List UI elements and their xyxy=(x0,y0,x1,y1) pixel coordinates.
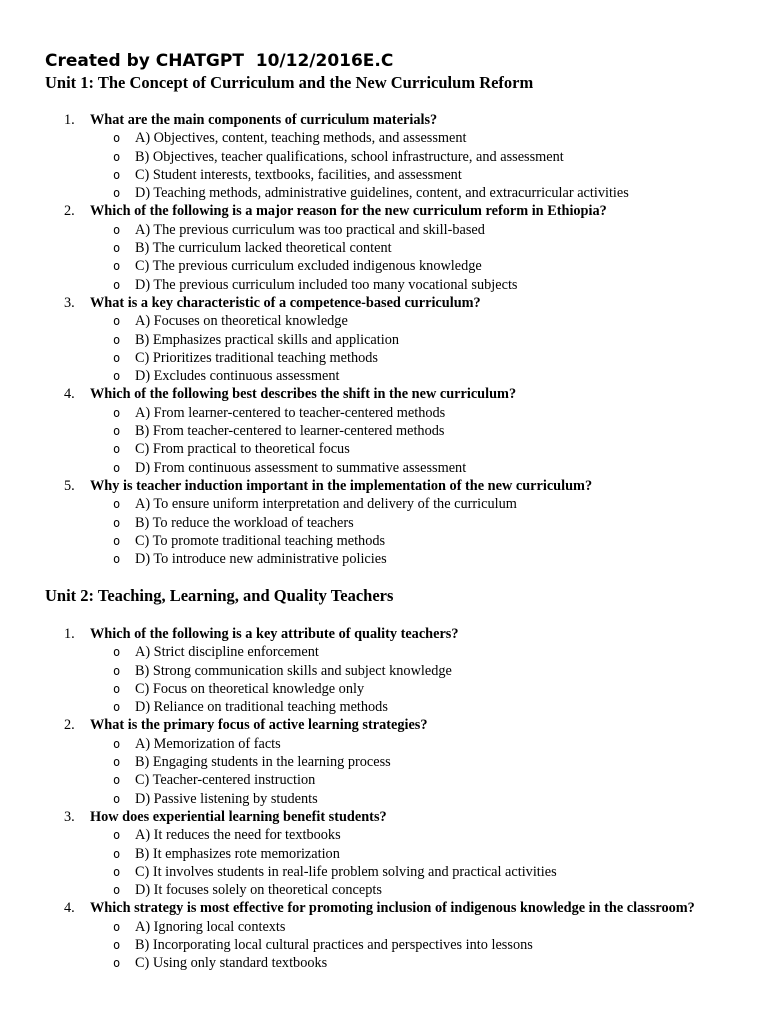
question-row xyxy=(0,716,768,734)
option-bullet-icon: o xyxy=(113,846,121,861)
question-row xyxy=(0,294,768,312)
option-bullet-icon: o xyxy=(113,681,121,696)
option-bullet-icon: o xyxy=(113,369,121,384)
option-bullet-icon: o xyxy=(113,663,121,678)
question-number: 3. xyxy=(64,294,75,311)
question-number: 5. xyxy=(64,477,75,494)
option-text: A) To ensure uniform interpretation and delivery of the curriculum xyxy=(135,496,517,513)
option-bullet-icon: o xyxy=(113,222,121,237)
answer-option xyxy=(0,771,768,789)
option-text: D) Passive listening by students xyxy=(135,790,318,807)
answer-option xyxy=(0,349,768,367)
option-text: B) The curriculum lacked theoretical content xyxy=(135,240,392,257)
option-text: B) From teacher-centered to learner-centered methods xyxy=(135,423,445,440)
question-text: What is a key characteristic of a competence-based curriculum? xyxy=(90,294,481,311)
answer-option xyxy=(0,495,768,513)
answer-option xyxy=(0,331,768,349)
question-number: 3. xyxy=(64,808,75,825)
option-bullet-icon: o xyxy=(113,864,121,879)
option-text: D) Teaching methods, administrative guidelines, content, and extracurricular activities xyxy=(135,185,629,202)
question-item xyxy=(0,202,768,293)
option-text: C) Focus on theoretical knowledge only xyxy=(135,680,365,697)
unit-1-heading: Unit 1: The Concept of Curriculum and the New Curriculum Reform xyxy=(45,73,534,92)
option-bullet-icon: o xyxy=(113,791,121,806)
answer-option xyxy=(0,662,768,680)
option-text: C) Teacher-centered instruction xyxy=(135,772,316,789)
answer-option xyxy=(0,753,768,771)
question-item xyxy=(0,385,768,476)
answer-option xyxy=(0,166,768,184)
question-text: Why is teacher induction important in the implementation of the new curriculum? xyxy=(90,477,593,494)
answer-option xyxy=(0,239,768,257)
answer-option xyxy=(0,698,768,716)
answer-option xyxy=(0,221,768,239)
option-bullet-icon: o xyxy=(113,424,121,439)
question-number: 1. xyxy=(64,112,75,128)
question-number: 4. xyxy=(64,900,75,917)
option-text: C) The previous curriculum excluded indigenous knowledge xyxy=(135,258,482,275)
answer-option xyxy=(0,680,768,698)
question-text: What are the main components of curriculum materials? xyxy=(90,112,438,128)
question-number: 2. xyxy=(64,717,75,734)
option-text: D) Excludes continuous assessment xyxy=(135,368,340,385)
answer-option xyxy=(0,863,768,881)
option-text: A) Ignoring local contexts xyxy=(135,918,286,935)
question-row xyxy=(0,202,768,220)
option-bullet-icon: o xyxy=(113,533,121,548)
answer-option xyxy=(0,514,768,532)
option-bullet-icon: o xyxy=(113,186,121,201)
option-text: B) To reduce the workload of teachers xyxy=(135,514,354,531)
option-text: C) Prioritizes traditional teaching methods xyxy=(135,349,378,366)
answer-option xyxy=(0,936,768,954)
option-text: D) From continuous assessment to summative assessment xyxy=(135,459,467,476)
option-bullet-icon: o xyxy=(113,332,121,347)
answer-option xyxy=(0,954,768,972)
answer-option xyxy=(0,826,768,844)
answer-option xyxy=(0,129,768,147)
option-text: C) From practical to theoretical focus xyxy=(135,441,350,458)
option-text: C) Using only standard textbooks xyxy=(135,955,328,972)
option-bullet-icon: o xyxy=(113,350,121,365)
question-number: 2. xyxy=(64,203,75,220)
option-bullet-icon: o xyxy=(113,883,121,898)
question-item xyxy=(0,477,768,568)
question-item xyxy=(0,808,768,899)
question-number: 1. xyxy=(64,626,75,642)
question-text: Which of the following is a major reason for the new curriculum reform in Ethiopia? xyxy=(90,203,607,220)
answer-option xyxy=(0,643,768,661)
option-text: A) The previous curriculum was too practical and skill-based xyxy=(135,221,485,238)
answer-option xyxy=(0,184,768,202)
answer-option xyxy=(0,276,768,294)
answer-option xyxy=(0,404,768,422)
option-bullet-icon: o xyxy=(113,149,121,164)
question-text: Which of the following best describes the shift in the new curriculum? xyxy=(90,386,517,403)
option-bullet-icon: o xyxy=(113,700,121,715)
option-bullet-icon: o xyxy=(113,442,121,457)
answer-option xyxy=(0,881,768,899)
answer-option xyxy=(0,532,768,550)
option-bullet-icon: o xyxy=(113,938,121,953)
question-text: How does experiential learning benefit students? xyxy=(90,808,387,825)
answer-option xyxy=(0,790,768,808)
option-bullet-icon: o xyxy=(113,956,121,971)
question-item xyxy=(0,294,768,385)
answer-option xyxy=(0,148,768,166)
option-bullet-icon: o xyxy=(113,919,121,934)
option-text: D) It focuses solely on theoretical concepts xyxy=(135,882,382,899)
option-bullet-icon: o xyxy=(113,736,121,751)
option-text: A) Memorization of facts xyxy=(135,735,281,752)
answer-option xyxy=(0,735,768,753)
unit-2-heading: Unit 2: Teaching, Learning, and Quality Teachers xyxy=(45,586,394,605)
option-text: B) It emphasizes rote memorization xyxy=(135,845,340,862)
option-bullet-icon: o xyxy=(113,552,121,567)
option-bullet-icon: o xyxy=(113,167,121,182)
option-text: B) Engaging students in the learning process xyxy=(135,754,391,771)
document-title: Created by CHATGPT 10/12/2016E.C xyxy=(45,51,394,71)
option-bullet-icon: o xyxy=(113,773,121,788)
option-bullet-icon: o xyxy=(113,259,121,274)
question-text: Which of the following is a key attribute of quality teachers? xyxy=(90,626,459,642)
answer-option xyxy=(0,845,768,863)
option-text: C) It involves students in real-life problem solving and practical activities xyxy=(135,863,557,880)
question-item xyxy=(0,625,768,716)
question-row xyxy=(0,625,768,643)
option-text: A) Objectives, content, teaching methods, and assessment xyxy=(135,130,467,147)
option-bullet-icon: o xyxy=(113,497,121,512)
answer-option xyxy=(0,422,768,440)
answer-option xyxy=(0,367,768,385)
question-item xyxy=(0,111,768,202)
option-bullet-icon: o xyxy=(113,131,121,146)
unit-1-question-list xyxy=(0,111,768,568)
option-bullet-icon: o xyxy=(113,405,121,420)
option-bullet-icon: o xyxy=(113,241,121,256)
option-text: C) To promote traditional teaching methods xyxy=(135,532,386,549)
option-bullet-icon: o xyxy=(113,755,121,770)
unit-2-question-list xyxy=(0,625,768,973)
question-row xyxy=(0,477,768,495)
option-text: A) It reduces the need for textbooks xyxy=(135,827,341,844)
option-text: A) From learner-centered to teacher-centered methods xyxy=(135,404,446,421)
answer-option xyxy=(0,440,768,458)
question-item xyxy=(0,899,768,972)
option-text: B) Strong communication skills and subject knowledge xyxy=(135,662,452,679)
option-text: A) Focuses on theoretical knowledge xyxy=(135,313,348,330)
question-item xyxy=(0,716,768,807)
option-text: C) Student interests, textbooks, facilities, and assessment xyxy=(135,166,462,183)
option-text: B) Incorporating local cultural practices and perspectives into lessons xyxy=(135,937,533,954)
option-text: D) Reliance on traditional teaching methods xyxy=(135,699,388,716)
option-text: A) Strict discipline enforcement xyxy=(135,644,319,661)
question-text: Which strategy is most effective for promoting inclusion of indigenous knowledge in the classroom? xyxy=(90,900,695,917)
answer-option xyxy=(0,550,768,568)
option-bullet-icon: o xyxy=(113,314,121,329)
option-text: D) To introduce new administrative policies xyxy=(135,551,387,568)
option-bullet-icon: o xyxy=(113,460,121,475)
question-row xyxy=(0,808,768,826)
option-text: D) The previous curriculum included too many vocational subjects xyxy=(135,276,518,293)
question-text: What is the primary focus of active learning strategies? xyxy=(90,717,428,734)
option-text: B) Emphasizes practical skills and application xyxy=(135,331,400,348)
question-number: 4. xyxy=(64,386,75,403)
option-bullet-icon: o xyxy=(113,515,121,530)
question-row xyxy=(0,899,768,917)
answer-option xyxy=(0,918,768,936)
option-bullet-icon: o xyxy=(113,645,121,660)
question-row xyxy=(0,111,768,129)
option-text: B) Objectives, teacher qualifications, school infrastructure, and assessment xyxy=(135,148,564,165)
answer-option xyxy=(0,459,768,477)
question-row xyxy=(0,385,768,403)
option-bullet-icon: o xyxy=(113,828,121,843)
answer-option xyxy=(0,257,768,275)
answer-option xyxy=(0,312,768,330)
option-bullet-icon: o xyxy=(113,277,121,292)
